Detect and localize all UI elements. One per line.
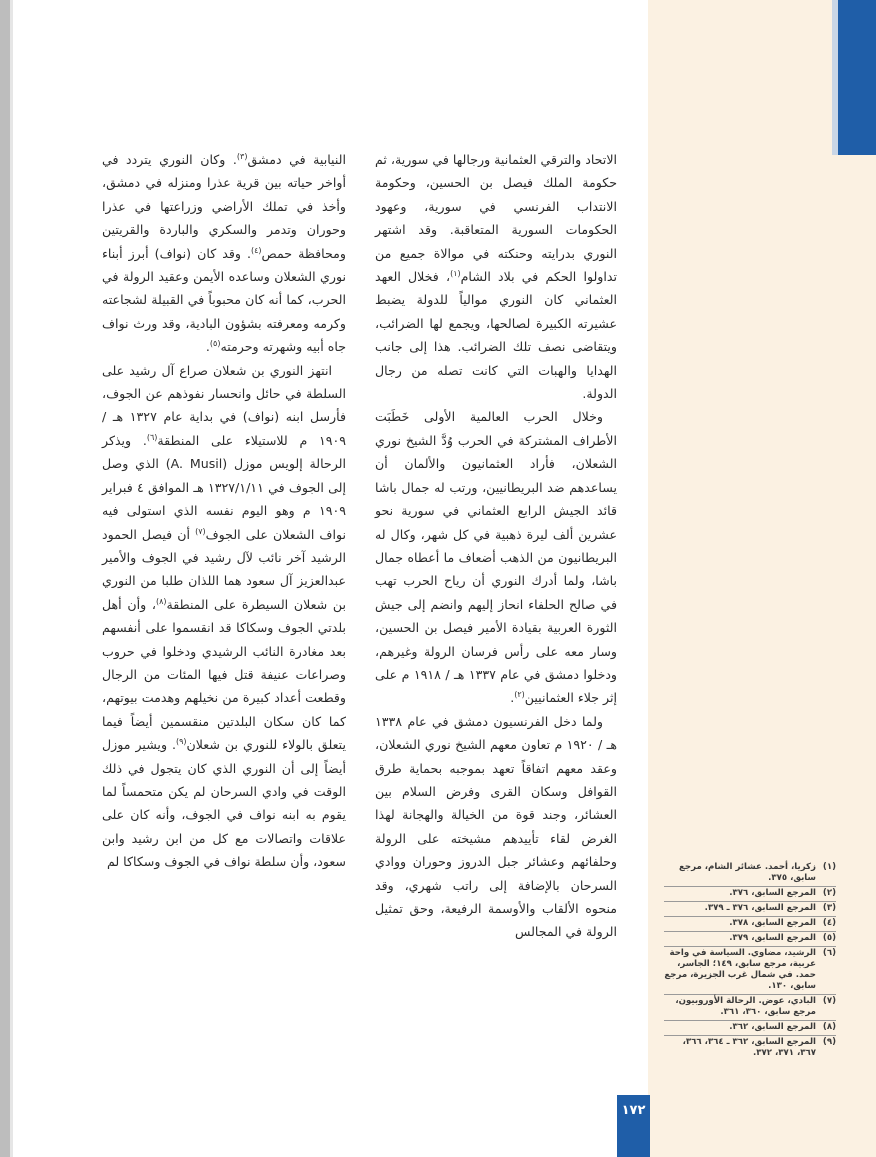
footnote-text: البادي، عوض. الرحالة الأوروبيون، مرجع سابق، ٣٦٠، ٣٦١. bbox=[675, 996, 816, 1017]
footnote-number: (١) bbox=[822, 862, 836, 872]
footnote-item bbox=[664, 1021, 836, 1036]
footnote-item bbox=[664, 995, 836, 1021]
footnote-text: المرجع السابق، ٣٧٦. bbox=[729, 888, 816, 898]
footnote-item bbox=[664, 947, 836, 995]
footnote-ref[interactable]: (٥) bbox=[209, 339, 221, 349]
footnote-ref[interactable]: (٤) bbox=[251, 245, 262, 255]
footnote-number: (٥) bbox=[822, 933, 836, 943]
paragraph: وخلال الحرب العالمية الأولى خَطَبَت الأطراف المشتركة في الحرب وُدَّ الشيخ نوري الشعلان، فأراد العثمانيون والألمان أن يساعدهم ضد البريطانيين، ورتب له جمال باشا قائد الجيش الرابع العثماني في سورية نحو عشرين ألف ليرة ذهبية في كل شهر، وكال له البريطانيون من الذهب أضعاف ما أعطاه جمال باشا، ولما أدرك النوري أن رياح الحرب تهب في صالح الحلفاء انحاز إليهم وانضم إلى جيش الثورة العربية بقيادة الأمير فيصل بن الحسين، وسار معه على رأس فرسان الرولة وغيرهم، ودخلوا دمشق في عام ١٣٣٧ هـ / ١٩١٨ م على إثر جلاء العثمانيين$^{(٢)}$. bbox=[375, 409, 618, 706]
page-number: ١٧٢ bbox=[617, 1095, 650, 1157]
footnote-text: المرجع السابق، ٣٧٨. bbox=[729, 918, 816, 928]
footnote-text: المرجع السابق، ٣٦٢ ـ ٣٦٤، ٣٦٦، ٣٦٧، ٣٧١، ٣٧٢. bbox=[682, 1037, 816, 1058]
footnotes bbox=[664, 861, 836, 1061]
footnote-item bbox=[664, 902, 836, 917]
footnote-item bbox=[664, 861, 836, 887]
footnote-ref[interactable]: (٩) bbox=[176, 736, 187, 746]
footnote-item bbox=[664, 932, 836, 947]
footnote-item bbox=[664, 1036, 836, 1061]
footnote-ref[interactable]: (٨) bbox=[155, 596, 167, 606]
footnote-number: (٧) bbox=[822, 996, 836, 1006]
page-gutter-highlight bbox=[10, 0, 13, 1157]
page-gutter-shadow bbox=[0, 0, 10, 1157]
footnote-number: (٩) bbox=[822, 1037, 836, 1047]
footnote-number: (٢) bbox=[822, 888, 836, 898]
footnote-text: المرجع السابق، ٣٧٩. bbox=[729, 933, 816, 943]
footnote-item bbox=[664, 887, 836, 902]
paragraph: انتهز النوري بن شعلان صراع آل رشيد على السلطة في حائل وانحسار نفوذهم عن الجوف، فأرسل ابنه (نواف) في بداية عام ١٣٢٧ هـ / ١٩٠٩ م للاستيلاء على المنطقة$^{(٦)}$. ويذكر الرحالة إلويس موزل (A. Musil) الذي وصل إلى الجوف في ١٣٢٧/١/١١ هـ الموافق ٤ فبراير ١٩٠٩ م وهو اليوم نفسه الذي استولى فيه نواف الشعلان على الجوف$^{(٧)}$ أن فيصل الحمود الرشيد آخر نائب لآل رشيد في الجوف والأمير عبدالعزيز آل سعود هما اللذان طلبا من النوري بن شعلان السيطرة على المنطقة$^{(٨)}$، وأن أهل بلدتي الجوف وسكاكا قد انقسموا على أنفسهم بعد مغادرة النائب الرشيدي ودخلوا في حروب وصراعات عنيفة قتل فيها المئات من الرجال وقطعت أعداد كبيرة من نخيلهم وهدمت بيوتهم، كما كان سكان البلدتين منقسمين أيضاً فيما يتعلق بالولاء للنوري بن شعلان$^{(٩)}$. ويشير موزل أيضاً إلى أن النوري الذي كان يتجول في ذلك الوقت في وادي السرحان لم يكن متحمساً لما يقوم به ابنه نواف في الجوف، وأنه كان على علاقات واتصالات مع كل من ابن رشيد وابن سعود، وأن سلطة نواف في الجوف وسكاكا لم bbox=[102, 362, 347, 870]
footnote-ref[interactable]: (١) bbox=[450, 268, 461, 278]
footnote-number: (٨) bbox=[822, 1022, 836, 1032]
footnote-item bbox=[664, 917, 836, 932]
footnote-number: (٤) bbox=[822, 918, 836, 928]
footnote-text: زكريا، أحمد. عشائر الشام، مرجع سابق، ٣٧٥. bbox=[679, 862, 816, 883]
section-tab bbox=[838, 0, 876, 155]
paragraph: النيابية في دمشق$^{(٣)}$. وكان النوري يتردد في أواخر حياته بين قرية عذرا ومنزله في دمشق، وأخذ في تملك الأراضي وزراعتها في عذرا وحوران وتدمر والسكري والباردة والقريتين ومحافظة حمص$^{(٤)}$. وقد كان (نواف) أبرز أبناء نوري الشعلان وساعده الأيمن وعقيد الرولة في الحرب، كما أنه كان محبوباً في القبيلة لشجاعته وكرمه ومعرفته بشؤون البادية، وقد ورث نواف جاه أبيه وشهرته وحرمته$^{(٥)}$. bbox=[102, 151, 346, 355]
footnote-ref[interactable]: (٣) bbox=[236, 151, 248, 161]
footnote-text: المرجع السابق، ٣٧٦ ـ ٣٧٩. bbox=[704, 903, 816, 913]
footnote-ref[interactable]: (٢) bbox=[514, 690, 525, 700]
footnote-ref[interactable]: (٧) bbox=[195, 526, 206, 536]
footnote-number: (٦) bbox=[822, 948, 836, 958]
footnote-text: المرجع السابق، ٣٦٢. bbox=[729, 1022, 816, 1032]
footnote-number: (٣) bbox=[822, 903, 836, 913]
footnote-text: الرشيد، مضاوي. السياسة في واحة عربية، مرجع سابق، ١٤٩؛ الجاسر، حمد. في شمال غرب الجزيرة، مرجع سابق، ١٣٠. bbox=[664, 948, 816, 991]
paragraph: ولما دخل الفرنسيون دمشق في عام ١٣٣٨ هـ / ١٩٢٠ م تعاون معهم الشيخ نوري الشعلان، وعقد معهم اتفاقاً تعهد بموجبه بحماية طرق القوافل وسكان القرى وفرض السلام بين العشائر، وجند قوة من الخيالة والهجانة لهذا الغرض لقاء تأييدهم مشيخته على الرولة وحلفائهم وعشائر جبل الدروز وحوران ووادي السرحان بالإضافة إلى راتب شهري، وقد منحوه الألقاب والأوسمة الرفيعة، وحق تمثيل الرولة في المجالس bbox=[375, 713, 617, 940]
footnote-ref[interactable]: (٦) bbox=[146, 432, 158, 442]
paragraph: الاتحاد والترقي العثمانية ورجالها في سورية، ثم حكومة الملك فيصل بن الحسين، وحكومة الانتداب الفرنسي في سورية، وعهود الحكومات السورية المتعاقبة. وقد اشتهر النوري بدرايته وحنكته في موالاة جميع من تداولوا الحكم في بلاد الشام$^{(١)}$، فخلال العهد العثماني كان النوري موالياً للدولة يضبط عشيرته الكبيرة لصالحها، ويجمع لها الضرائب، ويتقاضى نصف تلك الضرائب. هذا إلى جانب الهدايا والهبات التي كانت تصله من رجال الدولة. bbox=[375, 152, 617, 402]
body-column-left bbox=[102, 148, 346, 874]
body-column-right bbox=[375, 148, 617, 944]
